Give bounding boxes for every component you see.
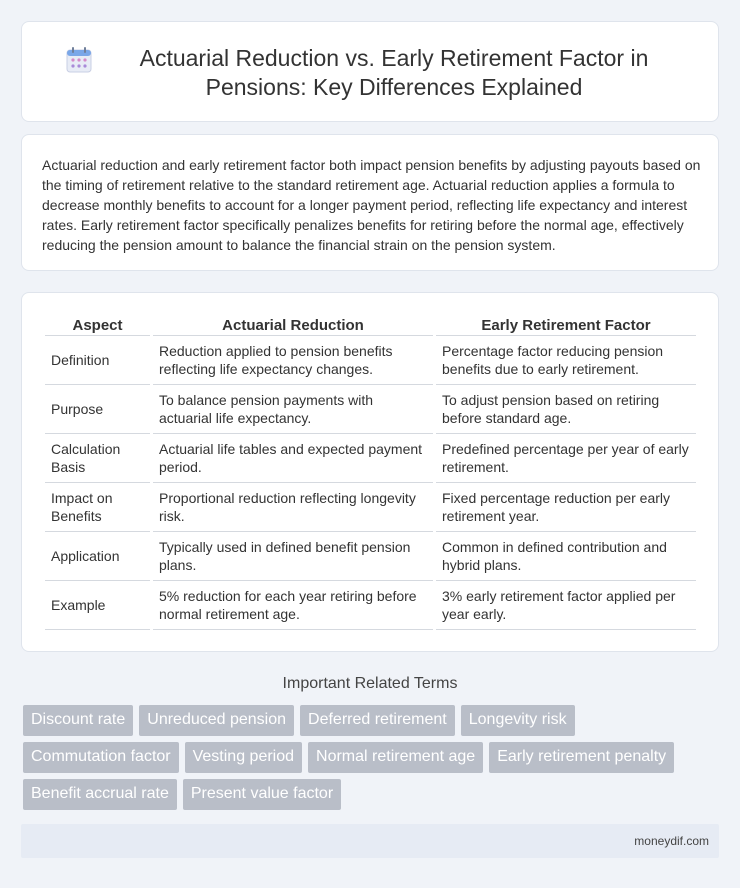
- table-row: [45, 434, 696, 483]
- row-actuarial-reduction: Typically used in defined benefit pension plans.: [153, 532, 433, 581]
- title-card: [21, 21, 719, 122]
- row-aspect: Application: [45, 532, 150, 581]
- row-early-retirement-factor: Predefined percentage per year of early retirement.: [436, 434, 696, 483]
- related-term-tag[interactable]: Vesting period: [185, 742, 302, 773]
- related-term-tag[interactable]: Deferred retirement: [300, 705, 455, 736]
- row-actuarial-reduction: To balance pension payments with actuarial life expectancy.: [153, 385, 433, 434]
- related-terms-list: [23, 705, 723, 816]
- row-early-retirement-factor: To adjust pension based on retiring before standard age.: [436, 385, 696, 434]
- intro-card: [21, 134, 719, 271]
- table-header-row: [45, 316, 696, 336]
- table-row: [45, 581, 696, 630]
- related-terms-title: Important Related Terms: [282, 675, 458, 692]
- row-early-retirement-factor: 3% early retirement factor applied per year early.: [436, 581, 696, 630]
- footer: [21, 824, 719, 858]
- row-aspect: Calculation Basis: [45, 434, 150, 483]
- comparison-table-card: [21, 292, 719, 652]
- related-term-tag[interactable]: Longevity risk: [461, 705, 575, 736]
- table-row: [45, 385, 696, 434]
- table-row: [45, 483, 696, 532]
- row-actuarial-reduction: Actuarial life tables and expected payment period.: [153, 434, 433, 483]
- row-aspect: Definition: [45, 336, 150, 385]
- table-row: [45, 336, 696, 385]
- row-early-retirement-factor: Percentage factor reducing pension benefits due to early retirement.: [436, 336, 696, 385]
- page-title: Actuarial Reduction vs. Early Retirement Factor in Pensions: Key Differences Explained: [139, 45, 649, 100]
- related-term-tag[interactable]: Commutation factor: [23, 742, 179, 773]
- calendar-icon: [66, 46, 92, 74]
- intro-paragraph: Actuarial reduction and early retirement factor both impact pension benefits by adjusting payouts based on the timing of retirement relative to the standard retirement age. Actuarial reduction applies a formula to decrease monthly benefits to account for a longer payment period, reflecting life expectancy and interest rates. Early retirement factor specifically penalizes benefits for retiring before the normal age, effectively reducing the pension amount to balance the financial strain on the pension system.: [42, 157, 701, 253]
- header-aspect: Aspect: [45, 316, 150, 336]
- related-term-tag[interactable]: Normal retirement age: [308, 742, 483, 773]
- row-actuarial-reduction: 5% reduction for each year retiring before normal retirement age.: [153, 581, 433, 630]
- header-early-retirement-factor: Early Retirement Factor: [436, 316, 696, 336]
- row-aspect: Impact on Benefits: [45, 483, 150, 532]
- row-early-retirement-factor: Common in defined contribution and hybrid plans.: [436, 532, 696, 581]
- related-term-tag[interactable]: Benefit accrual rate: [23, 779, 177, 810]
- footer-site-link[interactable]: moneydif.com: [634, 834, 709, 848]
- related-term-tag[interactable]: Early retirement penalty: [489, 742, 674, 773]
- row-actuarial-reduction: Proportional reduction reflecting longevity risk.: [153, 483, 433, 532]
- table-row: [45, 532, 696, 581]
- related-term-tag[interactable]: Unreduced pension: [139, 705, 294, 736]
- header-actuarial-reduction: Actuarial Reduction: [153, 316, 433, 336]
- row-aspect: Purpose: [45, 385, 150, 434]
- row-early-retirement-factor: Fixed percentage reduction per early retirement year.: [436, 483, 696, 532]
- row-aspect: Example: [45, 581, 150, 630]
- related-term-tag[interactable]: Present value factor: [183, 779, 341, 810]
- comparison-table: [42, 316, 699, 630]
- row-actuarial-reduction: Reduction applied to pension benefits reflecting life expectancy changes.: [153, 336, 433, 385]
- related-term-tag[interactable]: Discount rate: [23, 705, 133, 736]
